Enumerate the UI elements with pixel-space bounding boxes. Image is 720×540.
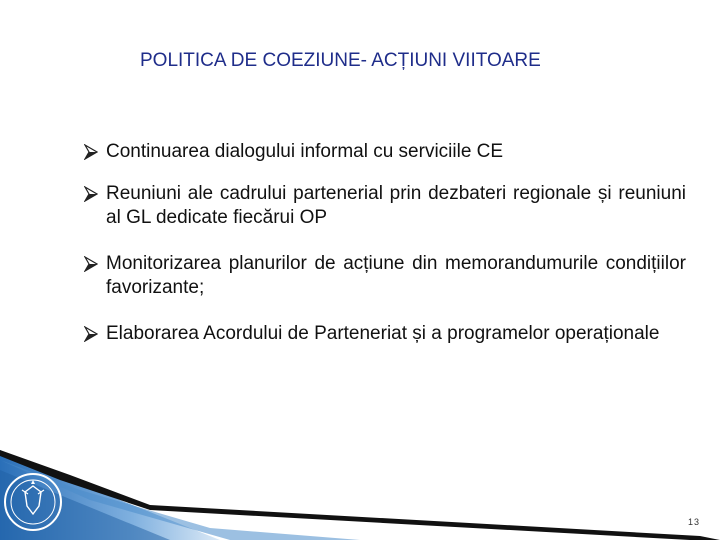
bullet-text: Reuniuni ale cadrului partenerial prin dezbateri regionale și reuniuni al GL dedicate fiecărui OP: [106, 183, 686, 228]
bullet-text: Elaborarea Acordului de Parteneriat și a programelor operaționale: [106, 323, 660, 344]
arrow-bullet-icon: [84, 256, 98, 272]
bullet-text: Continuarea dialogului informal cu serviciile CE: [106, 141, 504, 162]
bullet-item: [84, 322, 659, 346]
bullet-item: [84, 252, 686, 300]
arrow-bullet-icon: [84, 144, 98, 160]
decorative-swoosh: [0, 450, 720, 540]
arrow-bullet-icon: [84, 186, 98, 202]
page-number: 13: [687, 517, 700, 527]
bullet-item: [84, 182, 686, 230]
bullet-item: [84, 140, 503, 164]
government-emblem-icon: [2, 466, 64, 538]
arrow-bullet-icon: [84, 326, 98, 342]
slide-title: POLITICA DE COEZIUNE- ACȚIUNI VIITOARE: [140, 50, 541, 71]
bullet-text: Monitorizarea planurilor de acțiune din memorandumurile condițiilor favorizante;: [106, 253, 686, 298]
